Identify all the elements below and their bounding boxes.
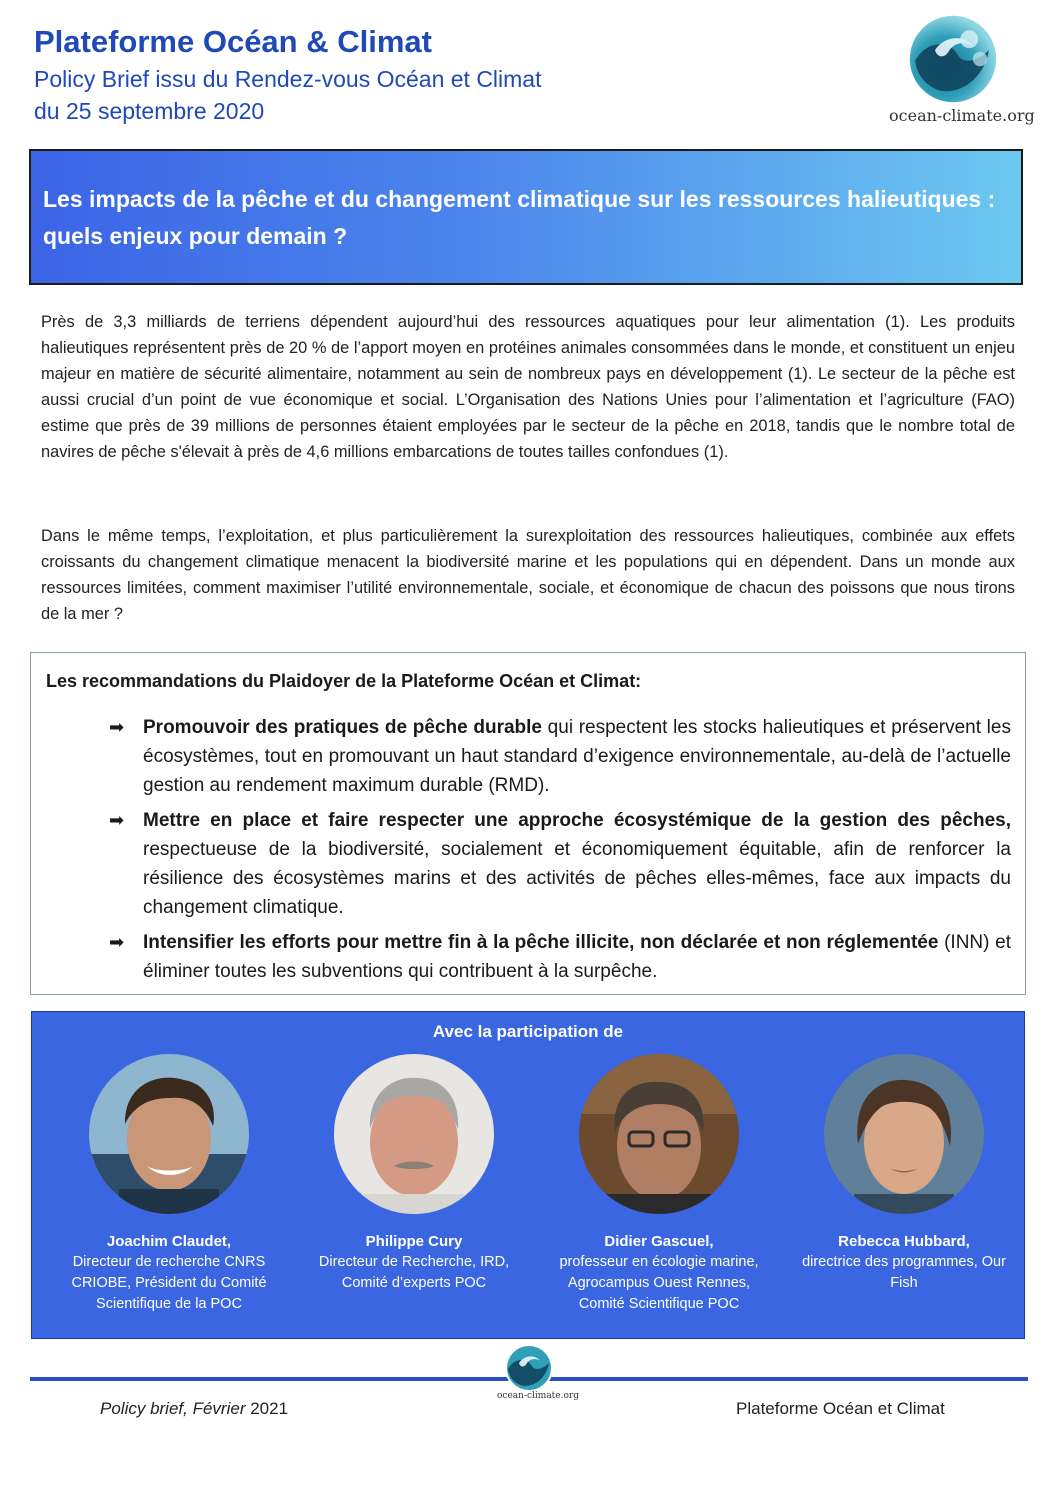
recommendation-text: qui respectent les stocks halieutiques et préservent les écosystèmes, tout en promouvant un haut standard d’exigence environnementale, au-delà de l’actuelle gestion au rendement maximum durable (RMD). xyxy=(143,717,1011,796)
intro-paragraph-1: Près de 3,3 milliards de terriens dépendent aujourd’hui des ressources aquatiques pour leur alimentation (1). Les produits halieutiques représentent près de 20 % de l’apport moyen en protéines animales consommées dans le monde, et constituent un enjeu majeur en matière de sécurité alimentaire, notamment au sein de nombreux pays en développement (1). Le secteur de la pêche est aussi crucial d’un point de vue économique et social. L’Organisation des Nations Unies pour l’alimentation et l’agriculture (FAO) estime que près de 39 millions de personnes étaient employées par le secteur de la pêche en 2018, tandis que le nombre total de navires de pêche s'élevait à près de 4,6 millions embarcations de toutes tailles confondues (1). xyxy=(41,313,1015,461)
page-subtitle: Policy Brief issu du Rendez-vous Océan et Climat xyxy=(34,66,542,92)
participants-panel xyxy=(31,1011,1025,1339)
recommendations-heading: Les recommandations du Plaidoyer de la Plateforme Océan et Climat: xyxy=(46,671,642,691)
recommendations-box xyxy=(30,652,1026,995)
arrow-right-icon: ➡ xyxy=(109,810,125,830)
page-date: du 25 septembre 2020 xyxy=(34,98,265,124)
participant-name: Joachim Claudet, xyxy=(106,1233,232,1250)
participant-role: directrice des programmes, Our Fish xyxy=(802,1254,1006,1291)
recommendation-item xyxy=(109,928,1011,986)
participant-name: Rebecca Hubbard, xyxy=(838,1233,970,1250)
recommendation-bold: Mettre en place et faire respecter une approche écosystémique de la gestion des pêches, xyxy=(143,810,1011,831)
recommendations-list xyxy=(109,713,1011,992)
logo-url: ocean-climate.org xyxy=(889,106,1035,125)
recommendation-item xyxy=(109,713,1011,800)
participants-heading: Avec la participation de xyxy=(432,1022,624,1041)
footer-logo-url: ocean-climate.org xyxy=(497,1391,579,1401)
participant-photo xyxy=(579,1054,739,1214)
participant-photo xyxy=(334,1054,494,1214)
arrow-right-icon: ➡ xyxy=(109,932,125,952)
participant-name: Didier Gascuel, xyxy=(604,1233,714,1250)
participant-card xyxy=(59,1054,279,1315)
participant-role: Directeur de recherche CNRS CRIOBE, Président du Comité Scientifique de la POC xyxy=(71,1254,267,1312)
participant-role: Directeur de Recherche, IRD, Comité d’experts POC xyxy=(318,1254,510,1291)
footer-year: 2021 xyxy=(245,1399,289,1418)
participant-card xyxy=(304,1054,524,1294)
recommendation-text: (INN) et éliminer toutes les subventions qui contribuent à la surpêche. xyxy=(143,932,1011,982)
recommendation-text: respectueuse de la biodiversité, socialement et économiquement équitable, afin de renforcer la résilience des écosystèmes marins et des activités de pêches elles-mêmes, face aux impacts du changement climatique. xyxy=(143,839,1011,918)
footer-policy-brief-label: Policy brief, Février xyxy=(100,1399,246,1418)
ocean-climate-logo-icon xyxy=(908,14,998,104)
intro-paragraph-2: Dans le même temps, l’exploitation, et plus particulièrement la surexploitation des ressources halieutiques, combinée aux effets croissants du changement climatique menacent la biodiversité marine et les populations qui en dépendent. Dans un monde aux ressources limitées, comment maximiser l’utilité environnementale, sociale, et économique de chacun des poissons que nous tirons de la mer ? xyxy=(41,527,1015,623)
footer-policy-brief xyxy=(100,1399,288,1419)
recommendation-item xyxy=(109,806,1011,922)
recommendation-bold: Promouvoir des pratiques de pêche durable xyxy=(143,717,542,738)
page-title: Plateforme Océan & Climat xyxy=(34,24,432,59)
recommendation-bold: Intensifier les efforts pour mettre fin à la pêche illicite, non déclarée et non réglementée xyxy=(143,932,939,953)
participant-photo xyxy=(89,1054,249,1214)
ocean-climate-logo-icon xyxy=(504,1343,554,1393)
participant-name: Philippe Cury xyxy=(365,1233,463,1250)
brief-title: Les impacts de la pêche et du changement climatique sur les ressources halieutiques : quels enjeux pour demain ? xyxy=(43,186,996,249)
participant-role: professeur en écologie marine, Agrocampus Ouest Rennes, Comité Scientifique POC xyxy=(559,1254,759,1312)
participant-photo xyxy=(824,1054,984,1214)
participant-card xyxy=(549,1054,769,1315)
title-banner xyxy=(29,149,1023,285)
participant-card xyxy=(794,1054,1014,1294)
arrow-right-icon: ➡ xyxy=(109,717,125,737)
footer-organization: Plateforme Océan et Climat xyxy=(736,1399,945,1418)
